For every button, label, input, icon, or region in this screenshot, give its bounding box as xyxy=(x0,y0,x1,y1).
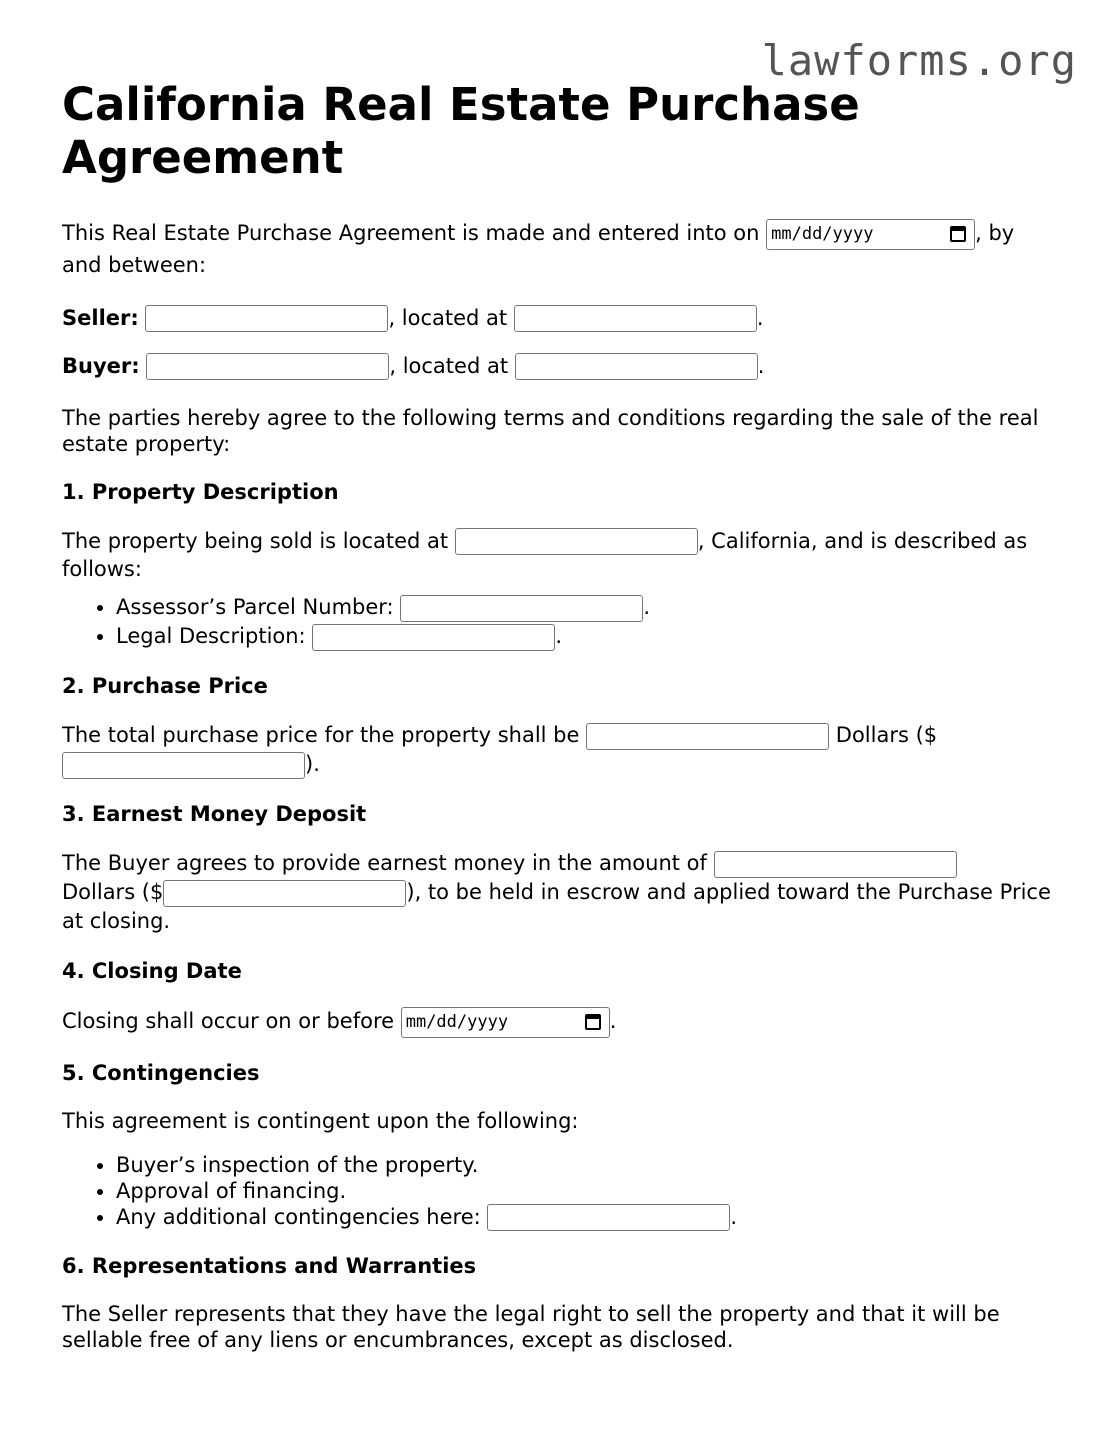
list-item xyxy=(116,622,1052,651)
legal-period: . xyxy=(555,624,562,648)
calendar-icon[interactable] xyxy=(585,1014,601,1030)
earnest-dollars-text: Dollars ($ xyxy=(62,880,164,904)
contingencies-intro: This agreement is contingent upon the following: xyxy=(62,1108,579,1133)
seller-label: Seller: xyxy=(62,305,139,330)
property-location-paragraph xyxy=(62,527,1052,584)
list-item xyxy=(116,593,1052,622)
earnest-words-input[interactable] xyxy=(714,851,957,878)
closing-date-paragraph xyxy=(62,1006,1052,1038)
earnest-money-paragraph xyxy=(62,849,1052,936)
section-3-heading: 3. Earnest Money Deposit xyxy=(62,802,367,826)
buyer-period: . xyxy=(757,353,765,378)
list-item: • Approval of financing. xyxy=(116,1178,1052,1204)
earnest-text-end: ), to be held in escrow and applied toward the Purchase Price at closing. xyxy=(62,880,1051,933)
additional-contingencies-label: Any additional contingencies here: xyxy=(116,1204,488,1229)
buyer-name-input[interactable] xyxy=(146,353,389,380)
lawforms-watermark: lawforms.org xyxy=(761,36,1077,85)
buyer-address-input[interactable] xyxy=(515,353,758,380)
intro-text: This Real Estate Purchase Agreement is made and entered into on xyxy=(62,221,767,245)
intro-paragraph xyxy=(62,218,1052,281)
calendar-icon[interactable] xyxy=(950,226,966,242)
closing-date-input[interactable] xyxy=(401,1007,610,1038)
agreement-date-placeholder: mm/dd/yyyy xyxy=(771,223,874,244)
price-amount-input[interactable] xyxy=(62,752,305,779)
section-4-heading: 4. Closing Date xyxy=(62,959,242,983)
earnest-amount-input[interactable] xyxy=(163,880,406,907)
apn-period: . xyxy=(643,595,650,619)
seller-line xyxy=(62,301,1052,335)
seller-period: . xyxy=(756,305,764,330)
additional-contingencies-input[interactable] xyxy=(487,1204,730,1231)
contingencies-list xyxy=(62,1152,1052,1232)
warranties-paragraph: The Seller represents that they have the legal right to sell the property and that it will be sellable free of any liens or encumbrances, except as disclosed. xyxy=(62,1302,1000,1352)
seller-located-text: , located at xyxy=(388,305,514,330)
legal-description-label: Legal Description: xyxy=(116,624,313,648)
property-text: The property being sold is located at xyxy=(62,528,455,553)
intro-text-end: , by and between: xyxy=(62,221,1015,277)
list-item: • Buyer’s inspection of the property. xyxy=(116,1152,1052,1178)
agreement-form xyxy=(62,78,1052,1353)
section-1-heading: 1. Property Description xyxy=(62,479,339,504)
buyer-label: Buyer: xyxy=(62,353,140,378)
page-title: California Real Estate Purchase Agreement xyxy=(62,78,860,184)
price-words-input[interactable] xyxy=(586,723,829,750)
property-address-input[interactable] xyxy=(455,528,698,555)
buyer-line xyxy=(62,349,1052,383)
list-item xyxy=(116,1204,1052,1232)
section-6-heading: 6. Representations and Warranties xyxy=(62,1254,477,1278)
section-2-heading: 2. Purchase Price xyxy=(62,674,268,698)
apn-input[interactable] xyxy=(400,595,643,622)
price-dollars-text: Dollars ($ xyxy=(829,723,938,747)
apn-label: Assessor’s Parcel Number: xyxy=(116,595,401,619)
section-5-heading: 5. Contingencies xyxy=(62,1060,260,1085)
purchase-price-paragraph xyxy=(62,721,1052,779)
price-close: ). xyxy=(305,752,320,776)
contingencies-period: . xyxy=(730,1204,738,1229)
seller-name-input[interactable] xyxy=(145,305,388,332)
agree-paragraph: The parties hereby agree to the following terms and conditions regarding the sale of the real estate property: xyxy=(62,405,1039,456)
property-text-end: , California, and is described as follows: xyxy=(62,528,1028,581)
buyer-located-text: , located at xyxy=(389,353,515,378)
closing-period: . xyxy=(609,1009,617,1033)
closing-text: Closing shall occur on or before xyxy=(62,1009,401,1033)
closing-date-placeholder: mm/dd/yyyy xyxy=(405,1011,509,1032)
earnest-text: The Buyer agrees to provide earnest money in the amount of xyxy=(62,851,714,875)
agreement-date-input[interactable] xyxy=(766,219,975,250)
property-details-list xyxy=(62,593,1052,651)
legal-description-input[interactable] xyxy=(312,624,555,651)
price-text: The total purchase price for the property shall be xyxy=(62,723,587,747)
seller-address-input[interactable] xyxy=(514,305,757,332)
